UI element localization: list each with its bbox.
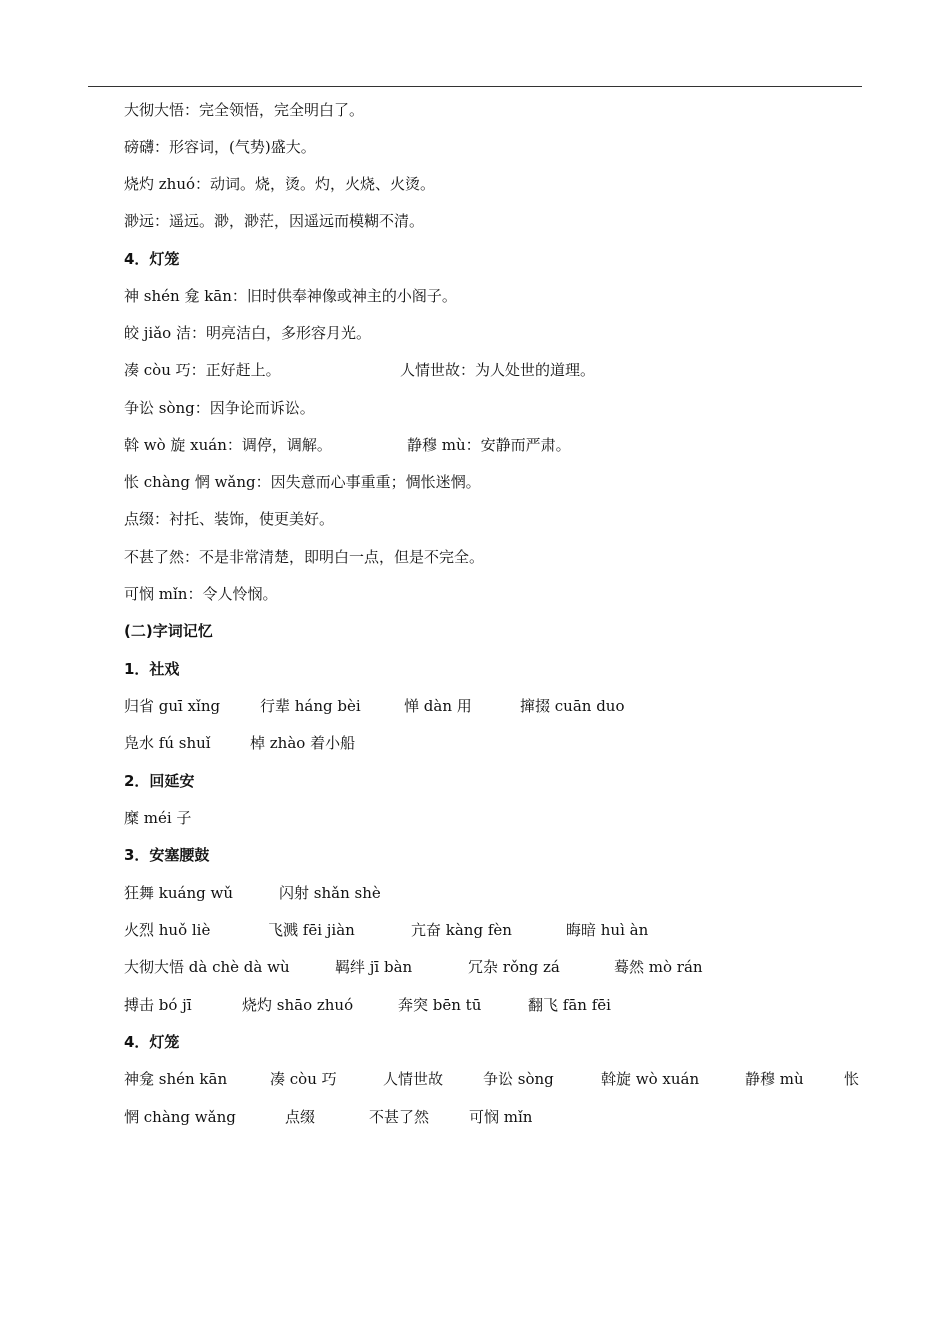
text-line: 烧灼 zhuó：动词。烧，烫。灼，火烧、火烫。 <box>124 175 436 193</box>
text-segment: 不甚了然 <box>369 1108 430 1126</box>
text-line <box>124 917 824 943</box>
text-segment: 点缀 <box>285 1108 316 1126</box>
text-line <box>124 1104 824 1130</box>
text-segment: 飞溅 fēi jiàn <box>268 921 355 939</box>
text-segment: 凑 còu 巧：正好赶上。 <box>124 361 281 379</box>
text-line: 大彻大悟：完全领悟，完全明白了。 <box>124 101 365 119</box>
text-segment: 搏击 bó jī <box>124 996 192 1014</box>
text-segment: 归省 guī xǐng <box>124 697 221 715</box>
text-line: 磅礴：形容词，(气势)盛大。 <box>124 138 316 156</box>
text-segment: 凫水 fú shuǐ <box>124 734 211 752</box>
text-line <box>124 1066 864 1092</box>
text-line <box>124 357 824 383</box>
text-segment: 静穆 mù <box>745 1070 804 1088</box>
text-line: 争讼 sòng：因争论而诉讼。 <box>124 399 315 417</box>
text-line <box>124 432 824 458</box>
text-line: 怅 chàng 惘 wǎng：因失意而心事重重；惆怅迷惘。 <box>124 473 481 491</box>
text-segment: 奔突 bēn tū <box>398 996 482 1014</box>
text-segment: 狂舞 kuáng wǔ <box>124 884 233 902</box>
text-segment: 烧灼 shāo zhuó <box>242 996 354 1014</box>
section-heading: 3．安塞腰鼓 <box>124 846 210 864</box>
text-segment: 晦暗 huì àn <box>566 921 649 939</box>
text-line: 糜 méi 子 <box>124 809 192 827</box>
section-heading: 1．社戏 <box>124 660 180 678</box>
text-segment: 斡旋 wò xuán <box>601 1070 700 1088</box>
text-segment: 斡 wò 旋 xuán：调停，调解。 <box>124 436 332 454</box>
text-segment: 怅 <box>844 1070 860 1088</box>
text-line: 点缀：衬托、装饰，使更美好。 <box>124 510 335 528</box>
text-line <box>124 693 824 719</box>
text-line <box>124 880 824 906</box>
text-segment: 闪射 shǎn shè <box>279 884 381 902</box>
text-segment: 撺掇 cuān duo <box>520 697 625 715</box>
header-rule <box>88 86 862 87</box>
text-segment: 凑 còu 巧 <box>270 1070 337 1088</box>
section-heading: 2．回延安 <box>124 772 195 790</box>
text-line: 神 shén 龛 kān：旧时供奉神像或神主的小阁子。 <box>124 287 457 305</box>
section-heading: (二)字词记忆 <box>124 622 213 640</box>
text-segment: 神龛 shén kān <box>124 1070 228 1088</box>
text-segment: 行辈 háng bèi <box>260 697 361 715</box>
text-segment: 棹 zhào 着小船 <box>250 734 356 752</box>
text-segment: 人情世故 <box>383 1070 444 1088</box>
text-segment: 大彻大悟 dà chè dà wù <box>124 958 290 976</box>
text-segment: 亢奋 kàng fèn <box>411 921 512 939</box>
text-line: 可悯 mǐn：令人怜悯。 <box>124 585 278 603</box>
text-segment: 火烈 huǒ liè <box>124 921 211 939</box>
section-heading: 4．灯笼 <box>124 1033 180 1051</box>
text-line: 皎 jiǎo 洁：明亮洁白，多形容月光。 <box>124 324 371 342</box>
text-segment: 翻飞 fān fēi <box>528 996 611 1014</box>
text-line <box>124 992 824 1018</box>
text-segment: 冗杂 rǒng zá <box>468 958 560 976</box>
text-segment: 羁绊 jī bàn <box>335 958 413 976</box>
text-segment: 静穆 mù：安静而严肃。 <box>407 436 571 454</box>
text-line <box>124 954 824 980</box>
text-segment: 惮 dàn 用 <box>404 697 472 715</box>
section-heading: 4．灯笼 <box>124 250 180 268</box>
text-segment: 可悯 mǐn <box>469 1108 533 1126</box>
text-segment: 蓦然 mò rán <box>614 958 703 976</box>
text-line: 渺远：遥远。渺，渺茫，因遥远而模糊不清。 <box>124 212 425 230</box>
text-segment: 人情世故：为人处世的道理。 <box>400 361 596 379</box>
text-line: 不甚了然：不是非常清楚，即明白一点，但是不完全。 <box>124 548 485 566</box>
text-segment: 惘 chàng wǎng <box>124 1108 236 1126</box>
text-line <box>124 730 824 756</box>
text-segment: 争讼 sòng <box>483 1070 554 1088</box>
